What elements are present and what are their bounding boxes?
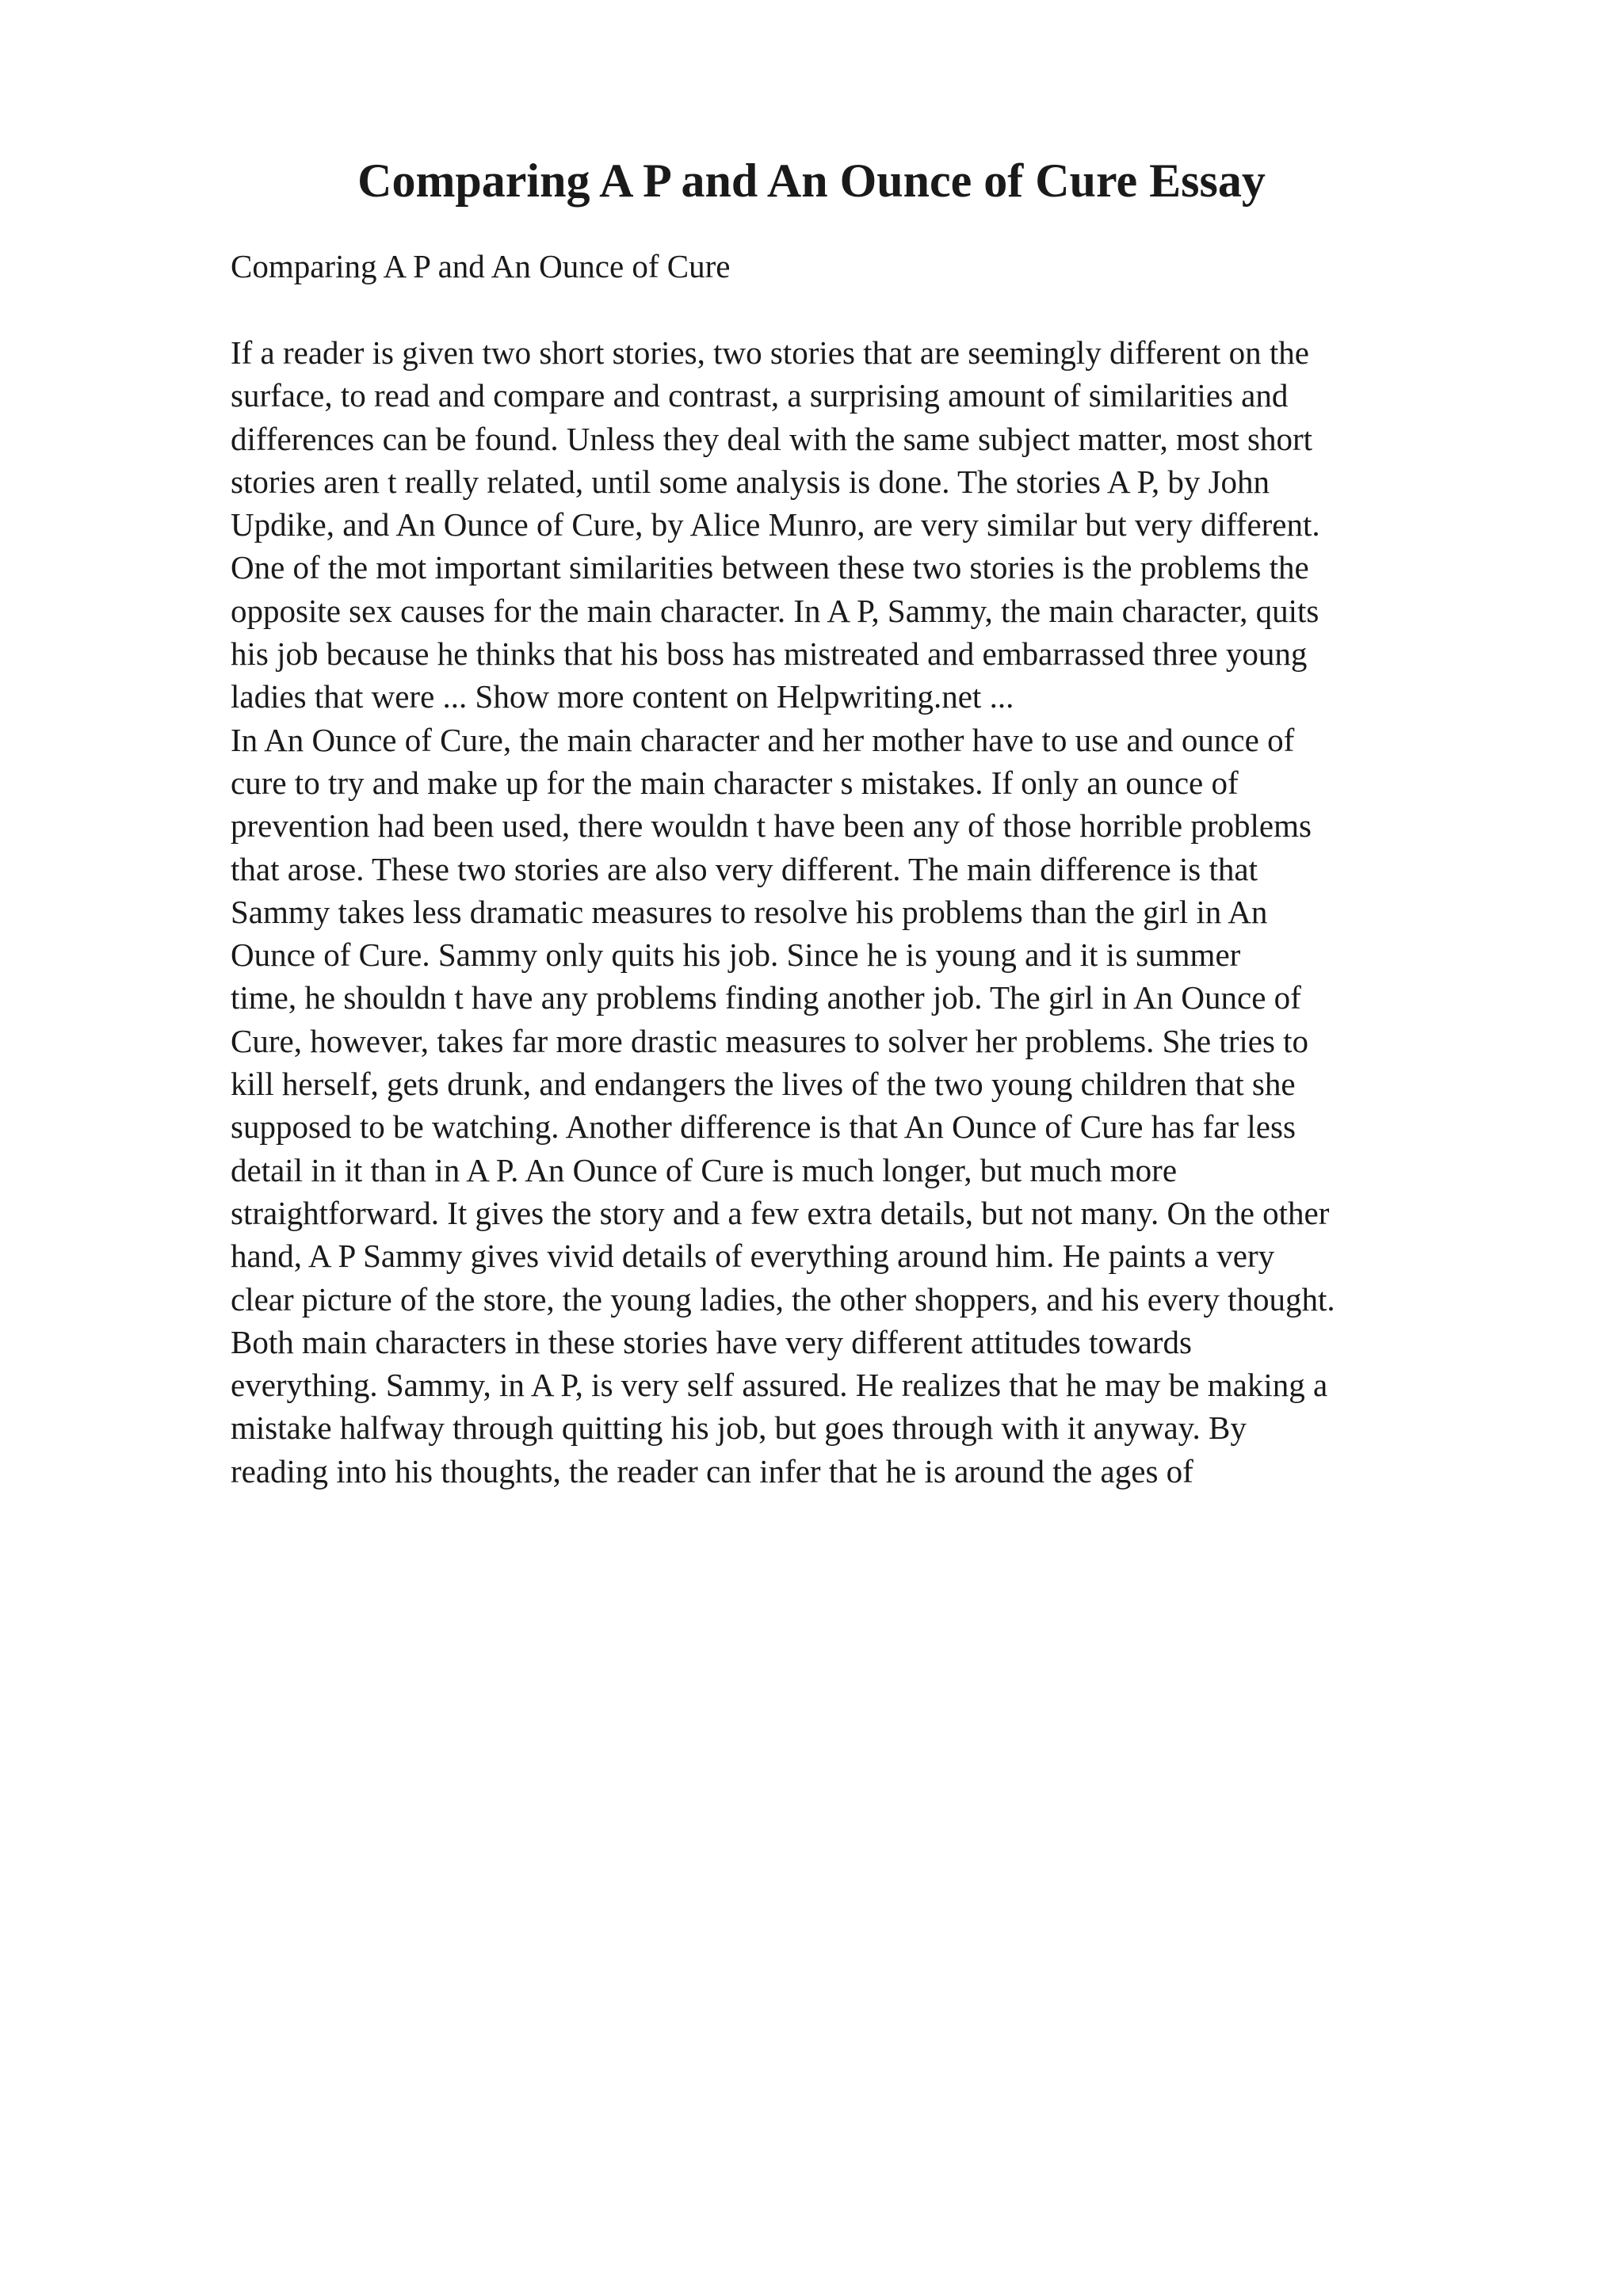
essay-line: time, he shouldn t have any problems finding another job. The girl in An Ounce of [231,979,1301,1016]
essay-line: detail in it than in A P. An Ounce of Cure is much longer, but much more [231,1151,1178,1188]
essay-line: ladies that were ... Show more content on Helpwriting.net ... [231,678,1014,715]
essay-line: Both main characters in these stories have very different attitudes towards [231,1323,1192,1360]
essay-body [231,331,1530,1493]
essay-line: Cure, however, takes far more drastic measures to solver her problems. She tries to [231,1022,1309,1059]
essay-line: mistake halfway through quitting his job, but goes through with it anyway. By [231,1409,1247,1447]
essay-line: differences can be found. Unless they deal with the same subject matter, most short [231,420,1313,457]
essay-line: that arose. These two stories are also very different. The main difference is that [231,850,1258,887]
essay-line: clear picture of the store, the young ladies, the other shoppers, and his every thought. [231,1280,1335,1318]
essay-line: Updike, and An Ounce of Cure, by Alice Munro, are very similar but very different. [231,506,1320,543]
essay-line: In An Ounce of Cure, the main character and her mother have to use and ounce of [231,721,1295,758]
essay-line: supposed to be watching. Another difference is that An Ounce of Cure has far less [231,1108,1296,1146]
essay-line: prevention had been used, there wouldn t have been any of those horrible problems [231,807,1312,845]
essay-line: reading into his thoughts, the reader can infer that he is around the ages of [231,1452,1193,1489]
essay-line: kill herself, gets drunk, and endangers the lives of the two young children that she [231,1066,1296,1103]
document-subtitle: Comparing A P and An Ounce of Cure [231,248,731,284]
essay-line: stories aren t really related, until some analysis is done. The stories A P, by John [231,463,1270,500]
essay-line: hand, A P Sammy gives vivid details of everything around him. He paints a very [231,1238,1275,1275]
essay-line: everything. Sammy, in A P, is very self assured. He realizes that he may be making a [231,1367,1328,1404]
essay-line: surface, to read and compare and contrast, a surprising amount of similarities and [231,377,1289,414]
document-title: Comparing A P and An Ounce of Cure Essay [357,154,1266,207]
essay-line: straightforward. It gives the story and a few extra details, but not many. On the other [231,1194,1330,1231]
essay-line: opposite sex causes for the main character. In A P, Sammy, the main character, quits [231,592,1319,629]
essay-line: his job because he thinks that his boss has mistreated and embarrassed three young [231,635,1308,673]
essay-line: One of the mot important similarities between these two stories is the problems the [231,549,1309,586]
essay-line: Ounce of Cure. Sammy only quits his job. Since he is young and it is summer [231,936,1241,974]
essay-line: cure to try and make up for the main character s mistakes. If only an ounce of [231,764,1239,801]
essay-line: If a reader is given two short stories, two stories that are seemingly different on the [231,334,1309,371]
essay-line: Sammy takes less dramatic measures to resolve his problems than the girl in An [231,893,1268,930]
